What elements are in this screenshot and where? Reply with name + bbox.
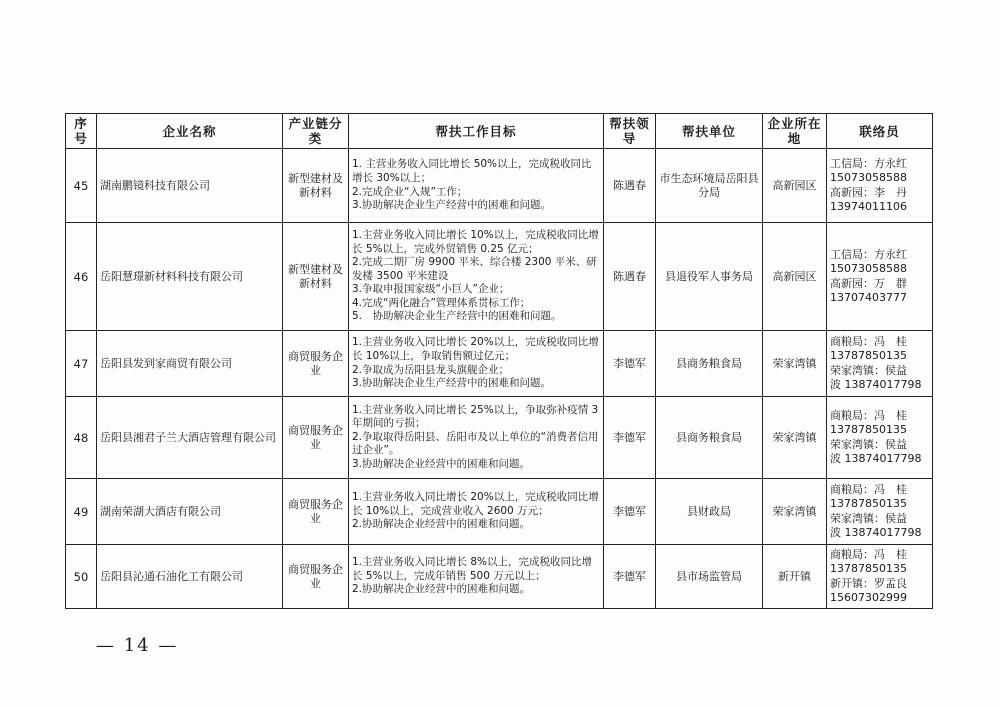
contact-line: 13787850135	[830, 423, 907, 437]
row-location: 高新园区	[763, 149, 827, 223]
row-industry: 新型建材及新材料	[283, 223, 349, 331]
row-location: 高新园区	[763, 223, 827, 331]
row-industry: 新型建材及新材料	[283, 149, 349, 223]
row-unit: 县市场监管局	[656, 545, 763, 609]
contact-line: 13974011106	[830, 199, 907, 213]
row-leader: 李德军	[604, 397, 656, 479]
header-contact: 联络员	[827, 114, 933, 149]
row-unit: 县财政局	[656, 479, 763, 545]
contact-line: 波 13874017798	[830, 525, 922, 539]
goal-item: 1.主营业务收入同比增长 8%以上，完成税收同比增长 5%以上，完成年销售 500 万元以上；	[352, 556, 593, 582]
row-company: 湖南荣湖大酒店有限公司	[97, 479, 283, 545]
table-header-row	[66, 114, 933, 149]
goal-item: 2.完成企业“入规”工作；	[352, 185, 468, 198]
goal-item: 5. 协助解决企业生产经营中的困难和问题。	[352, 310, 562, 323]
contact-line: 新开镇：罗孟良	[830, 576, 907, 590]
header-leader: 帮扶领导	[604, 114, 656, 149]
contact-line: 商粮局：冯 桂	[830, 335, 907, 349]
contact-line: 13707403777	[830, 290, 907, 304]
row-contact	[827, 545, 933, 609]
header-location: 企业所在地	[763, 114, 827, 149]
row-leader: 陈遇春	[604, 223, 656, 331]
row-company: 岳阳慧璟新材料科技有限公司	[97, 223, 283, 331]
goal-item: 1.主营业务收入同比增长 25%以上，争取弥补疫情 3 年期间的亏损；	[352, 403, 599, 430]
contact-line: 商粮局：冯 桂	[830, 409, 907, 423]
row-leader: 陈遇春	[604, 149, 656, 223]
table-row	[66, 545, 933, 609]
row-company: 湖南鹏镜科技有限公司	[97, 149, 283, 223]
goal-item: 2.争取取得岳阳县、岳阳市及以上单位的“消费者信用过企业”。	[352, 430, 599, 457]
table-row	[66, 479, 933, 545]
goal-item: 2.协助解决企业经营中的困难和问题。	[352, 518, 531, 531]
row-unit: 县退役军人事务局	[656, 223, 763, 331]
row-industry: 商贸服务企业	[283, 479, 349, 545]
row-location: 新开镇	[763, 545, 827, 609]
contact-line: 工信局：方永红	[830, 248, 907, 262]
enterprise-assistance-table	[65, 113, 933, 609]
table-row	[66, 149, 933, 223]
page-number: — 14 —	[96, 635, 179, 656]
header-seq: 序号	[66, 114, 97, 149]
row-seq: 45	[66, 149, 97, 223]
goal-item: 1.主营业务收入同比增长 20%以上，完成税收同比增长 10%以上，争取销售额过亿元；	[352, 336, 599, 362]
header-unit: 帮扶单位	[656, 114, 763, 149]
row-goals	[349, 397, 604, 479]
contact-line: 工信局：方永红	[830, 157, 907, 171]
row-goals	[349, 545, 604, 609]
contact-line: 荣家湾镇：侯益	[830, 437, 907, 451]
contact-line: 荣家湾镇：侯益	[830, 511, 907, 525]
contact-line: 商粮局：冯 桂	[830, 483, 907, 497]
goal-item: 3.协助解决企业经营中的困难和问题。	[352, 457, 531, 470]
row-industry: 商贸服务企业	[283, 331, 349, 397]
row-company: 岳阳县湘君子兰大酒店管理有限公司	[97, 397, 283, 479]
row-goals	[349, 331, 604, 397]
row-leader: 李德军	[604, 479, 656, 545]
row-unit: 县商务粮食局	[656, 331, 763, 397]
header-goals: 帮扶工作目标	[349, 114, 604, 149]
row-seq: 48	[66, 397, 97, 479]
row-contact	[827, 331, 933, 397]
goal-item: 3.协助解决企业生产经营中的困难和问题。	[352, 377, 552, 390]
row-contact	[827, 223, 933, 331]
contact-line: 荣家湾镇：侯益	[830, 363, 907, 377]
row-goals	[349, 223, 604, 331]
row-unit: 县商务粮食局	[656, 397, 763, 479]
goal-item: 1. 主营业务收入同比增长 50%以上，完成税收同比增长 30%以上；	[352, 158, 592, 184]
table-row	[66, 331, 933, 397]
row-seq: 47	[66, 331, 97, 397]
row-contact	[827, 149, 933, 223]
goal-item: 3.争取申报国家级“小巨人”企业；	[352, 283, 510, 296]
contact-line: 13787850135	[830, 562, 907, 576]
row-company: 岳阳县沁通石油化工有限公司	[97, 545, 283, 609]
row-goals	[349, 479, 604, 545]
row-company: 岳阳县发到家商贸有限公司	[97, 331, 283, 397]
row-leader: 李德军	[604, 545, 656, 609]
goal-item: 2.协助解决企业经营中的困难和问题。	[352, 583, 531, 596]
row-seq: 50	[66, 545, 97, 609]
contact-line: 商粮局：冯 桂	[830, 548, 907, 562]
row-contact	[827, 479, 933, 545]
row-unit: 市生态环境局岳阳县分局	[656, 149, 763, 223]
table-row	[66, 397, 933, 479]
contact-line: 15607302999	[830, 590, 907, 604]
row-industry: 商贸服务企业	[283, 545, 349, 609]
row-location: 荣家湾镇	[763, 331, 827, 397]
goal-item: 1.主营业务收入同比增长 10%以上，完成税收同比增长 5%以上，完成外贸销售 0.25 亿元；	[352, 228, 599, 255]
contact-line: 13787850135	[830, 349, 907, 363]
goal-item: 3.协助解决企业生产经营中的困难和问题。	[352, 199, 552, 212]
row-seq: 46	[66, 223, 97, 331]
header-industry: 产业链分类	[283, 114, 349, 149]
contact-line: 波 13874017798	[830, 451, 922, 465]
row-seq: 49	[66, 479, 97, 545]
row-goals	[349, 149, 604, 223]
contact-line: 高新园：李 丹	[830, 185, 907, 199]
contact-line: 波 13874017798	[830, 377, 922, 391]
row-leader: 李德军	[604, 331, 656, 397]
row-location: 荣家湾镇	[763, 397, 827, 479]
table-row	[66, 223, 933, 331]
row-location: 荣家湾镇	[763, 479, 827, 545]
goal-item: 1.主营业务收入同比增长 20%以上，完成税收同比增长 10%以上，完成营业收入 2600 万元；	[352, 491, 599, 517]
contact-line: 15073058588	[830, 262, 907, 276]
row-contact	[827, 397, 933, 479]
goal-item: 2.争取成为岳阳县龙头旗舰企业；	[352, 363, 510, 376]
header-company: 企业名称	[97, 114, 283, 149]
contact-line: 15073058588	[830, 171, 907, 185]
row-industry: 商贸服务企业	[283, 397, 349, 479]
contact-line: 高新园：万 群	[830, 276, 907, 290]
contact-line: 13787850135	[830, 497, 907, 511]
goal-item: 2.完成二期厂房 9900 平米、综合楼 2300 平米、研发楼 3500 平米建设	[352, 256, 597, 282]
goal-item: 4.完成“两化融合”管理体系贯标工作；	[352, 296, 531, 309]
